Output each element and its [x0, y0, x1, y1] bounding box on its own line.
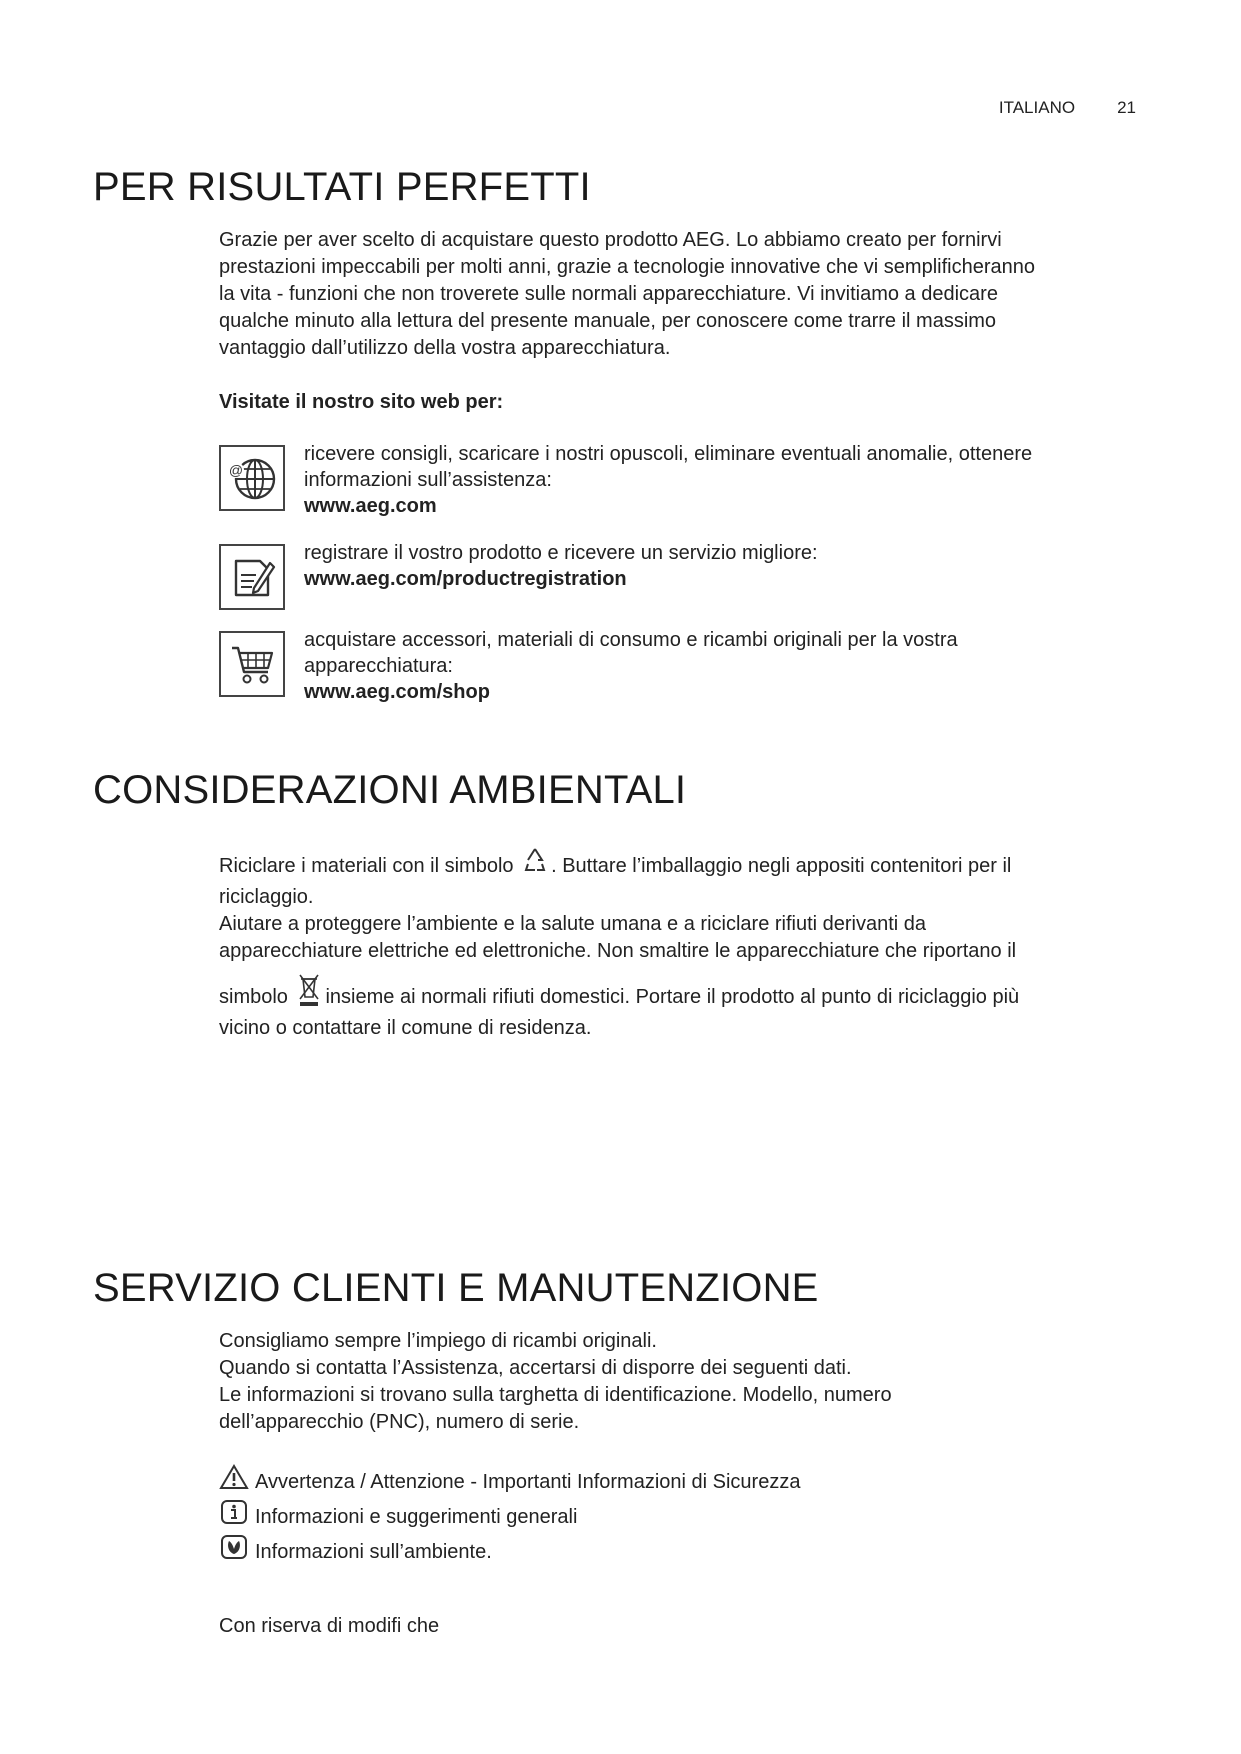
section-title-perfect-results: PER RISULTATI PERFETTI — [93, 165, 591, 209]
language-label: ITALIANO — [998, 98, 1076, 117]
intro-line: vantaggio dall’utilizzo della vostra apparecchiatura. — [219, 337, 671, 359]
intro-line: Grazie per aver scelto di acquistare questo prodotto AEG. Lo abbiamo creato per fornirvi — [219, 229, 1002, 251]
aeg-shop-link[interactable]: www.aeg.com/shop — [304, 681, 490, 703]
globe-at-icon — [219, 445, 285, 511]
svg-text:@: @ — [228, 462, 244, 478]
environment-line: apparecchiature elettriche ed elettroniche. Non smaltire le apparecchiature che riportano il — [219, 940, 1017, 962]
environment-line — [219, 973, 1139, 1015]
item-line: registrare il vostro prodotto e ricevere un servizio migliore: — [304, 542, 818, 564]
page-header — [999, 98, 1136, 118]
environment-line: Aiutare a proteggere l’ambiente e la salute umana e a riciclare rifiuti derivanti da — [219, 913, 927, 935]
item-line: acquistare accessori, materiali di consumo e ricambi originali per la vostra — [304, 629, 958, 651]
environment-line: riciclaggio. — [219, 886, 314, 908]
registration-form-icon — [219, 544, 285, 610]
website-item-shop — [219, 627, 1139, 705]
symbols-legend — [219, 1464, 800, 1569]
page-number: 21 — [1117, 98, 1136, 117]
website-item-registration — [219, 540, 1139, 610]
weee-text-before: simbolo — [219, 986, 288, 1008]
recycle-text-before: Riciclare i materiali con il simbolo — [219, 855, 514, 877]
weee-text-after: insieme ai normali rifiuti domestici. Portare il prodotto al punto di riciclaggio più — [325, 986, 1020, 1008]
recycle-icon — [523, 846, 547, 884]
intro-line: la vita - funzioni che non troverete sulle normali apparecchiature. Vi invitiamo a dedicare — [219, 283, 998, 305]
info-icon — [219, 1499, 249, 1534]
item-line: apparecchiatura: — [304, 655, 453, 677]
legend-text: Informazioni sull’ambiente. — [255, 1540, 492, 1563]
section-title-environment: CONSIDERAZIONI AMBIENTALI — [93, 768, 687, 812]
product-registration-link[interactable]: www.aeg.com/productregistration — [304, 568, 627, 590]
service-line: Quando si contatta l’Assistenza, accertarsi di disporre dei seguenti dati. — [219, 1357, 852, 1379]
aeg-website-link[interactable]: www.aeg.com — [304, 495, 437, 517]
environment-icon — [219, 1534, 249, 1569]
shop-text — [304, 627, 958, 705]
shopping-cart-icon — [219, 631, 285, 697]
service-line: dell’apparecchio (PNC), numero di serie. — [219, 1411, 580, 1433]
legend-item-warning — [219, 1464, 800, 1499]
environment-line: vicino o contattare il comune di residenza. — [219, 1017, 592, 1039]
service-paragraph — [219, 1328, 1139, 1436]
intro-line: prestazioni impeccabili per molti anni, grazie a tecnologie innovative che vi semplificheranno — [219, 256, 1035, 278]
item-line: ricevere consigli, scaricare i nostri opuscoli, eliminare eventuali anomalie, ottenere — [304, 443, 1033, 465]
legend-text: Avvertenza / Attenzione - Importanti Informazioni di Sicurezza — [255, 1470, 801, 1493]
footer-note: Con riserva di modifi che — [219, 1615, 440, 1637]
legend-text: Informazioni e suggerimenti generali — [255, 1505, 578, 1528]
legend-item-environment — [219, 1534, 800, 1569]
visit-website-label: Visitate il nostro sito web per: — [219, 391, 504, 413]
legend-item-info — [219, 1499, 800, 1534]
intro-paragraph — [219, 227, 1139, 362]
service-line: Le informazioni si trovano sulla targhetta di identificazione. Modello, numero — [219, 1384, 892, 1406]
environment-paragraph — [219, 846, 1139, 1042]
service-line: Consigliamo sempre l’impiego di ricambi originali. — [219, 1330, 657, 1352]
intro-line: qualche minuto alla lettura del presente manuale, per conoscere come trarre il massimo — [219, 310, 997, 332]
website-item-support — [219, 441, 1139, 519]
section-title-customer-service: SERVIZIO CLIENTI E MANUTENZIONE — [93, 1266, 819, 1310]
support-text — [304, 441, 1032, 519]
item-line: informazioni sull’assistenza: — [304, 469, 552, 491]
warning-triangle-icon — [219, 1464, 249, 1499]
crossed-bin-icon — [297, 973, 321, 1015]
registration-text — [304, 540, 818, 592]
environment-line — [219, 846, 1139, 884]
recycle-text-after: . Buttare l’imballaggio negli appositi contenitori per il — [551, 855, 1012, 877]
